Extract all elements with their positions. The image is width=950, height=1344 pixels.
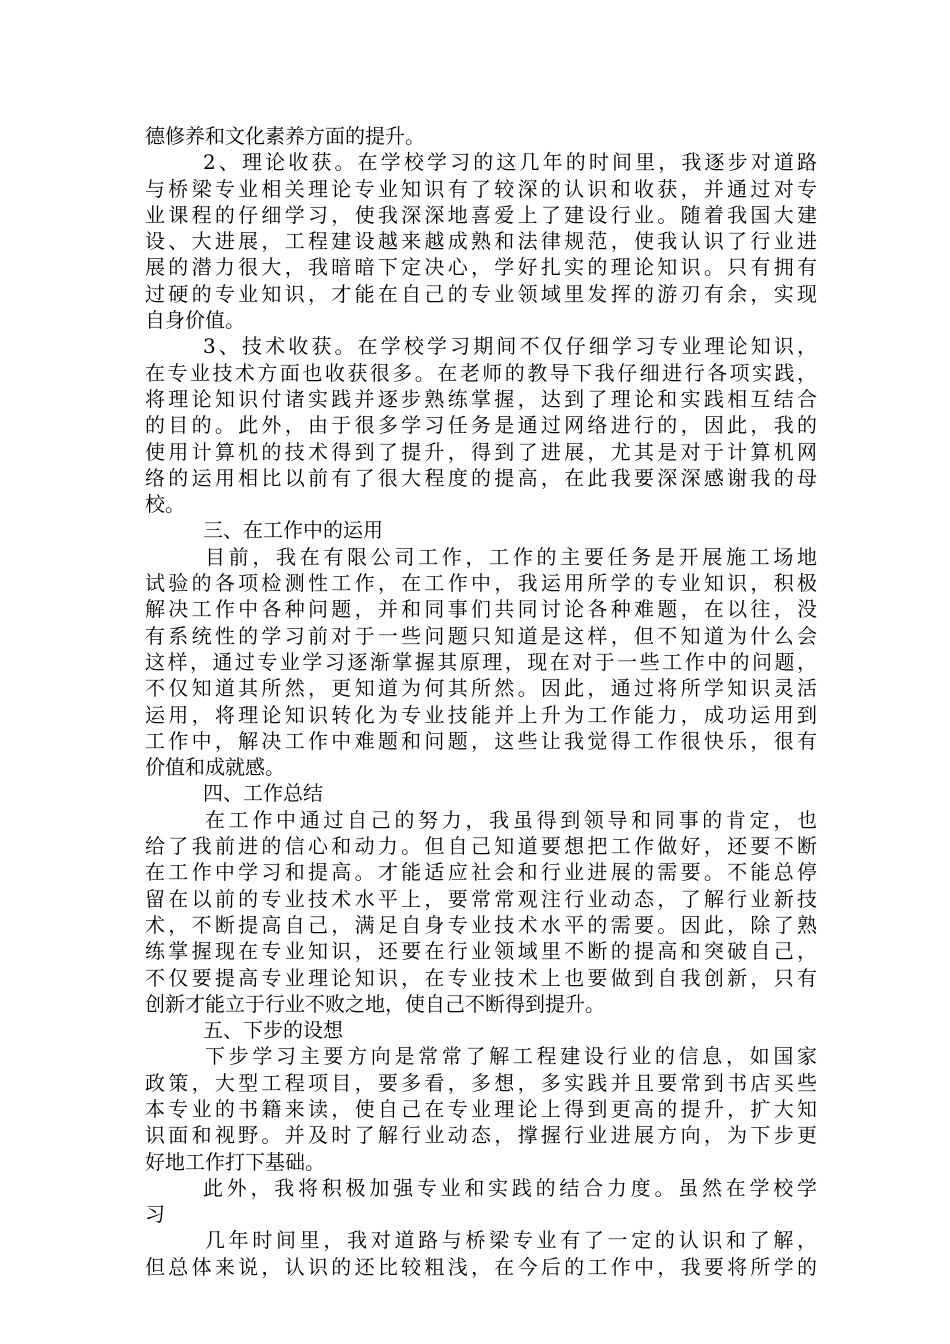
text-line: 本专业的书籍来读，使自己在专业理论上得到更高的提升，扩大知	[145, 1096, 817, 1121]
text-line: 使用计算机的技术得到了提升，得到了进展，尤其是对于计算机网	[145, 439, 817, 464]
text-line: 2、理论收获。在学校学习的这几年的时间里，我逐步对道路	[203, 150, 817, 175]
text-line: 过硬的专业知识，才能在自己的专业领域里发挥的游刃有余，实现	[145, 281, 817, 306]
text-line: 在工作中学习和提高。才能适应社会和行业进展的需要。不能总停	[145, 860, 817, 885]
text-line: 目前，我在有限公司工作，工作的主要任务是开展施工场地	[205, 544, 817, 569]
text-line: 下步学习主要方向是常常了解工程建设行业的信息，如国家	[205, 1044, 817, 1069]
text-line: 将理论知识付诸实践并逐步熟练掌握，达到了理论和实践相互结合	[145, 386, 817, 411]
text-line: 在专业技术方面也收获很多。在老师的教导下我仔细进行各项实践，	[145, 360, 817, 385]
text-line: 不仅要提高专业理论知识，在专业技术上也要做到自我创新，只有	[145, 965, 817, 990]
text-line: 识面和视野。并及时了解行业动态，撑握行业进展方向，为下步更	[145, 1123, 817, 1148]
text-line: 四、工作总结	[203, 781, 323, 806]
text-line: 给了我前进的信心和动力。但自己知道要想把工作做好，还要不断	[145, 834, 817, 859]
text-line: 与桥梁专业相关理论专业知识有了较深的认识和收获，并通过对专	[145, 176, 817, 201]
text-line: 3、技术收获。在学校学习期间不仅仔细学习专业理论知识，	[203, 334, 817, 359]
text-line: 但总体来说，认识的还比较粗浅，在今后的工作中，我要将所学的	[145, 1254, 817, 1279]
text-line: 工作中，解决工作中难题和问题，这些让我觉得工作很快乐，很有	[145, 728, 817, 753]
text-line: 术，不断提高自己，满足自身专业技术水平的需要。因此，除了熟	[145, 912, 817, 937]
text-line: 政策，大型工程项目，要多看，多想，多实践并且要常到书店买些	[145, 1070, 817, 1095]
text-line: 此外，我将积极加强专业和实践的结合力度。虽然在学校学	[203, 1175, 817, 1200]
text-line: 价值和成就感。	[145, 755, 285, 780]
text-line: 留在以前的专业技术水平上，要常常观注行业动态，了解行业新技	[145, 886, 817, 911]
document-body	[145, 123, 817, 1280]
text-line: 络的运用相比以前有了很大程度的提高，在此我要深深感谢我的母	[145, 465, 817, 490]
text-line: 练掌握现在专业知识，还要在行业领域里不断的提高和突破自己，	[145, 939, 817, 964]
text-line: 业课程的仔细学习，使我深深地喜爱上了建设行业。随着我国大建	[145, 202, 817, 227]
text-line: 德修养和文化素养方面的提升。	[145, 124, 425, 148]
text-line: 运用，将理论知识转化为专业技能并上升为工作能力，成功运用到	[145, 702, 817, 727]
text-line: 展的潜力很大，我暗暗下定决心，学好扎实的理论知识。只有拥有	[145, 255, 817, 280]
text-line: 自身价值。	[145, 308, 245, 333]
text-line: 不仅知道其所然，更知道为何其所然。因此，通过将所学知识灵活	[145, 676, 817, 701]
text-line: 的目的。此外，由于很多学习任务是通过网络进行的，因此，我的	[145, 413, 817, 438]
text-line: 好地工作打下基础。	[145, 1149, 325, 1174]
text-line: 五、下步的设想	[203, 1018, 343, 1043]
text-line: 设、大进展，工程建设越来越成熟和法律规范，使我认识了行业进	[145, 229, 817, 254]
text-line: 习	[145, 1202, 165, 1227]
text-line: 有系统性的学习前对于一些问题只知道是这样，但不知道为什么会	[145, 623, 817, 648]
text-line: 在工作中通过自己的努力，我虽得到领导和同事的肯定，也	[205, 807, 817, 832]
text-line: 解决工作中各种问题，并和同事们共同讨论各种难题，在以往，没	[145, 597, 817, 622]
text-line: 创新才能立于行业不败之地，使自己不断得到提升。	[145, 991, 605, 1016]
text-line: 几年时间里，我对道路与桥梁专业有了一定的认识和了解，	[205, 1228, 817, 1253]
text-line: 三、在工作中的运用	[203, 518, 383, 543]
text-line: 这样，通过专业学习逐渐掌握其原理，现在对于一些工作中的问题，	[145, 649, 817, 674]
text-line: 试验的各项检测性工作，在工作中，我运用所学的专业知识，积极	[145, 571, 817, 596]
text-line: 校。	[145, 492, 185, 517]
